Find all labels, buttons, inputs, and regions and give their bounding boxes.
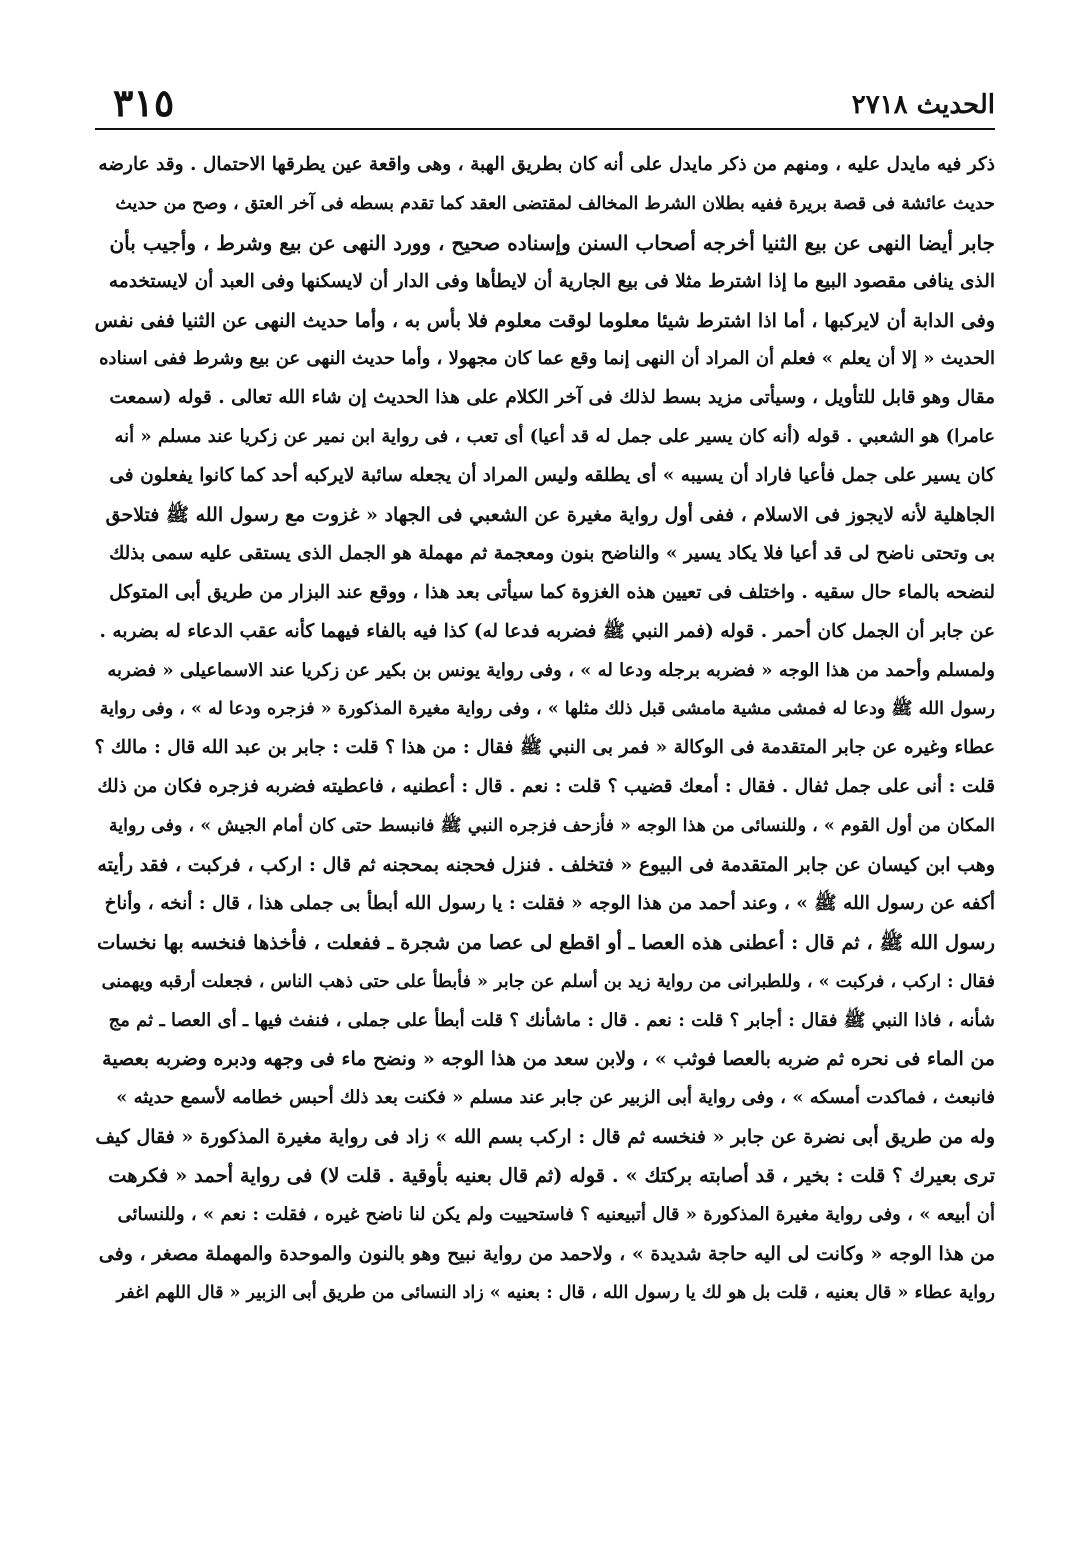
text-line: ذكر فيه مايدل عليه ، ومنهم من ذكر مايدل على أنه كان بطريق الهبة ، وهى واقعة عين يطرقها الاحتمال . وقد عارضه (98, 154, 995, 175)
text-line: بى وتحتى ناضح لى قد أعيا فلا يكاد يسير » والناضح بنون ومعجمة ثم مهملة هو الجمل الذى يستقى عليه سمى بذلك (109, 542, 995, 564)
text-line: جابر أيضا النهى عن بيع الثنيا أخرجه أصحاب السنن وإسناده صحيح ، وورد النهى عن بيع وشرط ، وأجيب بأن (109, 230, 995, 255)
text-line: أن أبيعه » ، وفى رواية مغيرة المذكورة « قال أتبيعنيه ؟ فاستحييت ولم يكن لنا ناضح غيره ، فقلت : نعم » ، وللنسائى (117, 1204, 995, 1226)
running-head: الحديث ٢٧١٨ (851, 90, 995, 120)
text-line: شأنه ، فاذا النبي ﷺ فقال : أجابر ؟ قلت : نعم . قال : ماشأنك ؟ قلت أبطأ على جملى ، فنفث فيها ـ أى العصا ـ ثم مج (108, 1009, 995, 1031)
text-line: عن جابر أن الجمل كان أحمر . قوله (فمر النبي ﷺ فضربه فدعا له) كذا فيه بالفاء فيهما كأنه عقب الدعاء له بضربه . (99, 620, 995, 642)
page-number: ٣١٥ (113, 80, 175, 125)
text-line: رواية عطاء « قال بعنيه ، قلت بل هو لك يا رسول الله ، قال : بعنيه » زاد النسائى من طريق أبى الزبير « قال اللهم اغفر (116, 1282, 995, 1303)
text-line: كان يسير على جمل فأعيا فاراد أن يسيبه » أى يطلقه وليس المراد أن يجعله سائبة لايركبه أحد كما كانوا يفعلون فى (109, 465, 995, 487)
text-line: المكان من أول القوم » ، وللنسائى من هذا الوجه « فأزحف فزجره النبي ﷺ فانبسط حتى كان أمام الجيش » ، وفى رواية (108, 816, 995, 837)
text-line: رسول الله ﷺ ، ثم قال : أعطنى هذه العصا ـ أو اقطع لى عصا من شجرة ـ ففعلت ، فأخذها فنخسه بها نخسات (96, 930, 995, 954)
text-line: الجاهلية لأنه لايجوز فى الاسلام ، ففى أول رواية مغيرة عن الشعبي فى الجهاد « غزوت مع رسول الله ﷺ فتلاحق (105, 504, 995, 527)
text-line: من هذا الوجه « وكانت لى اليه حاجة شديدة » ، ولاحمد من رواية نبيح وهو بالنون والموحدة والمهملة مصغر ، وفى (98, 1242, 995, 1265)
text-line: ترى بعيرك ؟ قلت : بخير ، قد أصابته بركتك » . قوله (ثم قال بعنيه بأوقية . قلت لا) فى رواية أحمد « فكرهت (108, 1164, 995, 1188)
page-header (95, 78, 995, 128)
header-rule (95, 128, 995, 130)
text-line: لنضحه بالماء حال سقيه . واختلف فى تعيين هذه الغزوة كما سيأتى بعد هذا ، ووقع عند البزار من طريق أبى المتوكل (109, 581, 995, 603)
text-line: وهب ابن كيسان عن جابر المتقدمة فى البيوع « فتخلف . فنزل فحجنه بمحجنه ثم قال : اركب ، فركبت ، فقد رأيته (97, 854, 995, 877)
text-line: عامرا) هو الشعبي . قوله (أنه كان يسير على جمل له قد أعيا) أى تعب ، فى رواية ابن نمير عن زكريا عند مسلم « أنه (114, 426, 995, 448)
text-line: وفى الدابة أن لايركبها ، أما اذا اشترط شيئا معلوما لوقت معلوم فلا بأس به ، وأما حديث النهى عن الثنيا ففى نفس (95, 309, 995, 332)
text-line: من الماء فى نحره ثم ضربه بالعصا فوثب » ، ولابن سعد من هذا الوجه « ونضح ماء فى وجهه ودبره وضربه بعصية (102, 1048, 995, 1071)
text-line: حديث عائشة فى قصة بريرة ففيه بطلان الشرط المخالف لمقتضى العقد كما تقدم بسطه فى آخر العتق ، وصح من حديث (115, 193, 995, 214)
text-line: قلت : أنى على جمل ثفال . فقال : أمعك قضيب ؟ قلت : نعم . قال : أعطنيه ، فاعطيته فضربه فزجره فكان من ذلك (97, 776, 995, 798)
text-line: رسول الله ﷺ ودعا له فمشى مشية مامشى قبل ذلك مثلها » ، وفى رواية مغيرة المذكورة « فزجره ودعا له » ، وفى رواية (99, 699, 995, 720)
text-line: أكفه عن رسول الله ﷺ » ، وعند أحمد من هذا الوجه « فقلت : يا رسول الله أبطأ بى جملى هذا ، قال : أنخه ، وأناخ (104, 892, 995, 914)
text-line: ولمسلم وأحمد من هذا الوجه « فضربه برجله ودعا له » ، وفى رواية يونس بن بكير عن زكريا عند الاسماعيلى « فضربه (107, 659, 995, 681)
text-line: الذى ينافى مقصود البيع ما إذا اشترط مثلا فى بيع الجارية أن لايطأها وفى الدار أن لايسكنها وفى العبد أن لايستخدمه (108, 270, 995, 292)
text-line: عطاء وغيره عن جابر المتقدمة فى الوكالة « فمر بى النبي ﷺ فقال : من هذا ؟ قلت : جابر بن عبد الله قال : مالك ؟ (95, 737, 995, 759)
text-line: فانبعث ، فماكدت أمسكه » ، وفى رواية أبى الزبير عن جابر عند مسلم « فكنت بعد ذلك أحبس خطامه لأسمع حديثه » (116, 1087, 995, 1109)
text-line: فقال : اركب ، فركبت » ، وللطبرانى من رواية زيد بن أسلم عن جابر « فأبطأ على حتى ذهب الناس ، فجعلت أرقبه ويهمنى (101, 971, 995, 992)
text-line: الحديث « إلا أن يعلم » فعلم أن المراد أن النهى إنما وقع عما كان مجهولا ، وأما حديث النهى عن بيع وشرط ففى اسناده (99, 348, 995, 370)
text-line: مقال وهو قابل للتأويل ، وسيأتى مزيد بسط لذلك فى آخر الكلام على هذا الحديث إن شاء الله تعالى . قوله (سمعت (109, 387, 995, 409)
body-text (95, 146, 995, 1313)
text-line: وله من طريق أبى نضرة عن جابر « فنخسه ثم قال : اركب بسم الله » زاد فى رواية مغيرة المذكورة « فقال كيف (95, 1126, 995, 1149)
